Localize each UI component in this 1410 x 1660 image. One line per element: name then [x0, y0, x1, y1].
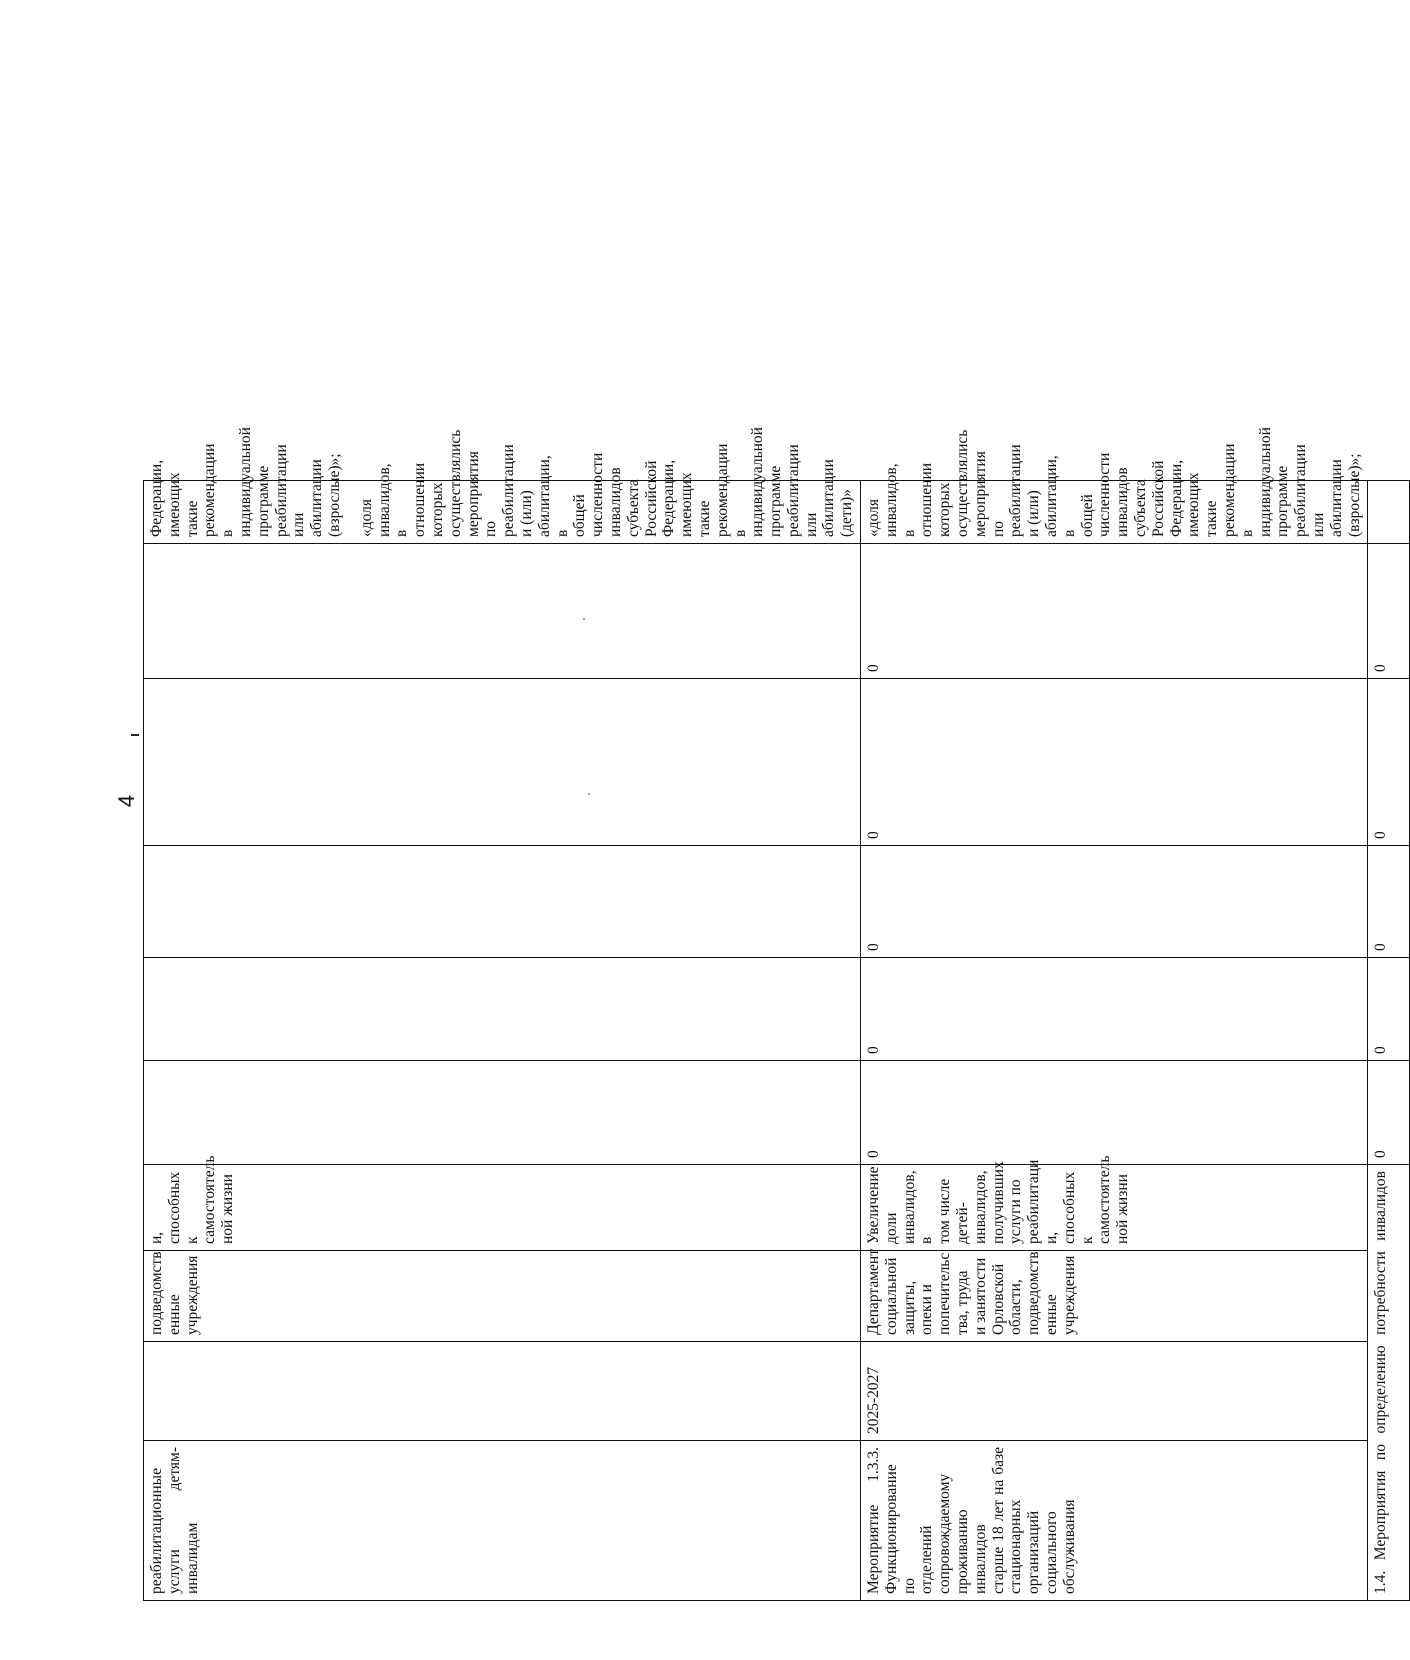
rotated-table-wrapper: [143, 427, 1390, 1601]
indicator-line: Федерации, имеющих такие: [660, 459, 713, 537]
result-cell: и, способных к самостоятель ной жизни: [144, 1165, 861, 1251]
section-heading: 1.4. Мероприятия по определению потребности инвалидов: [1368, 1165, 1410, 1601]
indicator-line: численности инвалидов: [589, 452, 624, 537]
value-cell: 0: [861, 846, 1368, 958]
indicator-line: субъекта Российской: [624, 460, 660, 537]
executor-cell: Департамент социальной защиты, опеки и попечительс тва, труда и занятости Орловской области, подведомств енные учреждения: [861, 1251, 1368, 1342]
executor-cell: подведомств енные учреждения: [144, 1251, 861, 1342]
value-cell: [144, 1061, 861, 1165]
value-cell: [144, 846, 861, 958]
indicator-line: Федерации, имеющих такие: [1167, 459, 1221, 537]
value-cell: 0: [861, 958, 1368, 1061]
indicator-cell: [144, 427, 861, 544]
program-table: [143, 427, 1410, 1601]
value-cell: 0: [1368, 846, 1410, 958]
table-row: [861, 481, 1368, 1601]
indicator-line: реабилитации или: [272, 444, 308, 537]
indicator-line: реабилитации или: [1292, 444, 1327, 537]
indicator-line: осуществлялись: [446, 429, 464, 537]
value-cell: 0: [1368, 1061, 1410, 1165]
indicator-line: индивидуальной программе: [1256, 427, 1292, 537]
indicator-line: отношении которых: [918, 462, 954, 537]
indicator-line: рекомендации в: [713, 443, 749, 537]
indicator-line: рекомендации в: [201, 443, 237, 537]
result-cell: Увеличение доли инвалидов, в том числе детей- инвалидов, получивших услуги по реабилитаци и, способных к самостоятель ной жизни: [861, 1165, 1368, 1251]
table-row: [1368, 481, 1410, 1601]
value-cell: 0: [861, 1061, 1368, 1165]
indicator-line: абилитации (взрослые)»;: [1327, 453, 1363, 537]
indicator-line: реабилитации или: [784, 444, 820, 537]
indicator-line: мероприятия по: [971, 451, 1007, 537]
value-cell: 0: [1368, 544, 1410, 679]
indicator-line: реабилитации и (или): [1007, 444, 1043, 537]
scan-mark: [131, 734, 139, 736]
indicator-line: осуществлялись: [954, 429, 972, 537]
indicator-line: рекомендации в: [1221, 443, 1256, 537]
indicator-line: субъекта Российской: [1132, 460, 1167, 537]
value-cell: [144, 679, 861, 846]
indicator-line: численности инвалидов: [1096, 452, 1132, 537]
period-cell: [144, 1342, 861, 1441]
indicator-line: отношении которых: [411, 462, 446, 537]
indicator-line: Федерации, имеющих такие: [148, 459, 201, 537]
indicator-line: абилитации (взрослые)»;: [308, 453, 343, 537]
value-cell: 0: [861, 544, 1368, 679]
event-cell: реабилитационные услуги детям- инвалидам: [144, 1441, 861, 1601]
indicator-line: индивидуальной программе: [236, 427, 272, 537]
indicator-line: реабилитации и (или): [500, 444, 535, 537]
value-cell: 0: [1368, 958, 1410, 1061]
indicator-line: абилитации, в общей: [535, 455, 589, 537]
event-cell: Мероприятие 1.3.3. Функционирование по отделений сопровождаемому проживанию инвалидов старше 18 лет на базе стационарных организаций социального обслуживания: [861, 1441, 1368, 1601]
value-cell: 0: [1368, 679, 1410, 846]
indicator-gap: [344, 487, 358, 537]
value-cell: [144, 544, 861, 679]
value-cell: [144, 958, 861, 1061]
period-cell: 2025-2027: [861, 1342, 1368, 1441]
indicator-cell: [1368, 481, 1410, 544]
indicator-line: абилитации (дети)»: [820, 459, 856, 537]
indicator-line: «доля инвалидов, в: [357, 463, 411, 537]
page-number: 4: [114, 794, 139, 808]
indicator-line: индивидуальной программе: [749, 427, 785, 537]
indicator-line: мероприятия по: [464, 451, 500, 537]
table-row: [144, 481, 861, 1601]
indicator-line: абилитации, в общей: [1043, 455, 1096, 537]
indicator-line: «доля инвалидов, в: [865, 463, 918, 537]
value-cell: 0: [861, 679, 1368, 846]
indicator-cell: [861, 427, 1368, 544]
